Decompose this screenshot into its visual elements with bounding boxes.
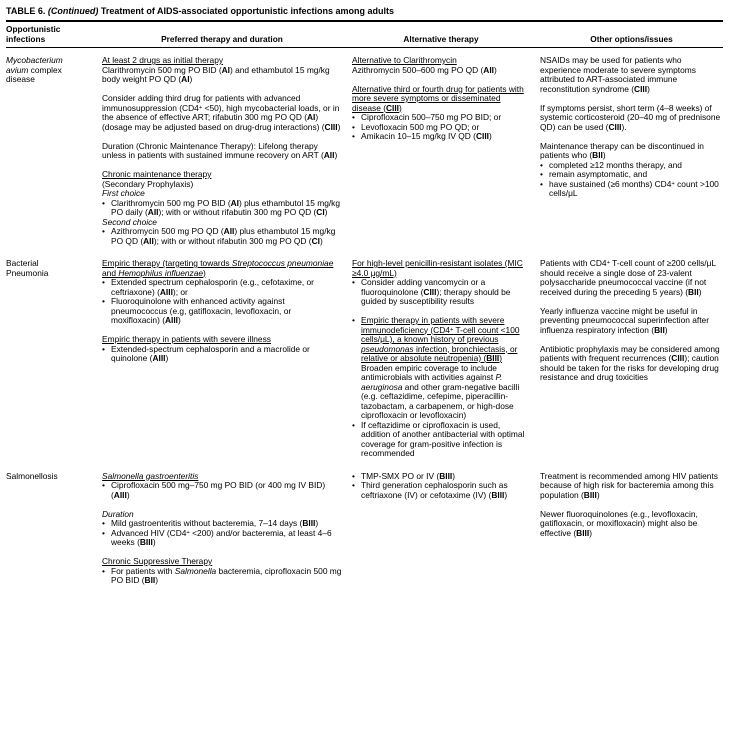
cell-heading: Salmonella gastroenteritis [102,470,199,481]
paragraph: NSAIDs may be used for patients who experience moderate to severe symptoms attributed to ART-associated immune reconstitution syndrome (CIII) [540,55,696,94]
bullet-item [102,278,342,297]
paragraph: Antibiotic prophylaxis may be considered among patients with frequent recurrences (CIII); caution should be taken for the risks for developing drug resistance and drug toxicities [540,343,720,382]
bullet-item [352,421,530,459]
paragraph: Azithromycin 500–600 mg PO QD (AII) [352,64,497,75]
table-body [6,48,723,586]
other-options-cell [540,56,723,246]
bullet-text: Amikacin 10–15 mg/kg IV QD (CIII) [361,131,492,141]
column-header-alternative-therapy: Alternative therapy [403,33,479,44]
bullet-text: Ciprofloxacin 500 mg–750 mg PO BID (or 400 mg IV BID) (AIII) [111,480,326,500]
infection-name: Salmonellosis [6,470,58,481]
bullet-text: Fluoroquinolone with enhanced activity against pneumococcus (e.g, gatifloxacin, levofloxacin, or moxifloxacin) (AIII) [111,296,292,325]
cell-heading: Alternative to Clarithromycin [352,55,457,65]
bullet-icon: • [352,419,355,430]
other-options-cell [540,259,723,459]
table-row-bacterial-pneumonia [6,259,723,459]
paragraph: Duration (Chronic Maintenance Therapy): Lifelong therapy unless in patients with sustained immune recovery on ART (AII) [102,140,338,160]
paragraph: Consider adding third drug for patients with advanced immunosuppression (CD4+ <50), high mycobacterial loads, or in the absence of effective ART; rifabutin 300 mg PO QD (AI) (dosage may be adjusted based on drug-drug interactions) (CIII) [102,93,341,132]
paragraph: Patients with CD4+ T-cell count of ≥200 cells/μL should receive a single dose of 23-valent polysaccharide pneumococcal vaccine (if not received during the preceding 5 years) (BII) [540,258,716,297]
bullet-icon: • [102,527,105,538]
bullet-text: Azithromycin 500 mg PO QD (AII) plus ethambutol 15 mg/kg PO QD (AII); with or without rifabutin 300 mg PO QD (CI) [111,226,336,246]
bullet-icon: • [540,159,543,170]
bullet-icon: • [352,480,355,490]
bullet-icon: • [352,131,355,141]
column-header-other-options: Other options/issues [590,33,673,44]
bullet-text: completed ≥12 months therapy, and [549,159,682,170]
preferred-therapy-cell [102,56,342,246]
cell-heading: Empiric therapy in patients with severe illness [102,334,271,344]
table-title: TABLE 6. (Continued) Treatment of AIDS-associated opportunistic infections among adults [6,6,395,16]
bullet-icon: • [352,470,355,481]
bullet-icon: • [102,565,105,576]
bullet-text: Empiric therapy in patients with severe immunodeficiency (CD4+ T-cell count <100 cells/μL), a known history of previous pseudomonas infection, bronchiectasis, or relative or absolute neutropenia) (BIII) Broaden empiric coverage to include antimicrobials with activities against P. aeruginosa and other gram-negative bacilli (e.g. ceftazidime, cefepime, piperacillin-tazobactam, a carbapenem, or high-dose ciprofloxacin or levofloxacin) [361,315,520,420]
bullet-icon: • [540,169,543,179]
bullet-item [352,132,530,142]
column-header-preferred-therapy: Preferred therapy and duration [161,33,283,44]
alternative-therapy-cell [352,56,530,246]
cell-heading: Chronic Suppressive Therapy [102,556,213,566]
paragraph: (Secondary Prophylaxis) [102,178,194,189]
bullet-icon: • [102,343,105,354]
bullet-text: remain asymptomatic, and [549,169,648,179]
bullet-icon: • [352,277,355,287]
bullet-text: Levofloxacin 500 mg PO QD; or [361,121,480,132]
bullet-item [102,567,342,586]
bullet-text: Third generation cephalosporin such as ceftriaxone (IV) or cefotaxime (IV) (BIII) [361,480,508,500]
bullet-item [352,316,530,421]
infection-name: Bacterial Pneumonia [6,258,49,278]
preferred-therapy-cell [102,259,342,459]
bullet-text: Ciprofloxacin 500–750 mg PO BID; or [361,112,502,122]
bullet-item [102,529,342,548]
bullet-item [102,227,342,246]
bullet-icon: • [352,121,355,132]
bullet-text: Extended-spectrum cephalosporin and a macrolide or quinolone (AIII) [111,343,310,363]
bullet-icon: • [102,226,105,236]
paragraph: Newer fluoroquinolones (e.g., levofloxacin, gatifloxacin, or moxifloxacin) might also be effective (BIII) [540,508,698,538]
bullet-text: Advanced HIV (CD4+ <200) and/or bacteremia, at least 4–6 weeks (BIII) [111,527,332,547]
bullet-icon: • [102,296,105,306]
paragraph: Yearly influenza vaccine might be useful in preventing pneumococcal superinfection after influenza respiratory infection (BII) [540,305,709,335]
bullet-text: Extended spectrum cephalosporin (e.g., cefotaxime, or ceftriaxone) (AIII); or [111,277,314,297]
table-row-mycobacterium-avium-complex [6,56,723,246]
table-row-salmonellosis [6,472,723,586]
cell-subheading: Duration [102,508,134,519]
cell-heading: Empiric therapy (targeting towards Streptococcus pneumoniae and Hemophilus influenzae) [102,258,334,278]
cell-heading: At least 2 drugs as initial therapy [102,55,224,65]
bullet-item [102,345,342,364]
infection-name: Mycobacterium avium complex disease [6,55,63,84]
cell-heading: Alternative third or fourth drug for patients with more severe symptoms or disseminated disease (CIII) [352,83,524,113]
column-header-opportunistic-infections: Opportunistic infections [6,24,61,44]
bullet-icon: • [352,315,355,325]
bullet-icon: • [102,197,105,208]
cell-subheading: Second choice [102,216,157,227]
bullet-text: have sustained (≥6 months) CD4+ count >100 cells/μL [549,178,719,198]
spacer [102,500,342,510]
bullet-text: Clarithromycin 500 mg PO BID (AI) plus ethambutol 15 mg/kg PO daily (AII); with or without rifabutin 300 mg PO QD (CI) [111,197,341,217]
bullet-item [102,199,342,218]
alternative-therapy-cell [352,259,530,459]
cell-heading: Chronic maintenance therapy [102,169,212,179]
other-options-cell [540,472,723,586]
bullet-item [540,180,723,199]
bullet-icon: • [102,480,105,490]
preferred-therapy-cell [102,472,342,586]
paragraph: Clarithromycin 500 mg PO BID (AI) and ethambutol 15 mg/kg body weight PO QD (AI) [102,64,330,84]
bullet-text: For patients with Salmonella bacteremia, ciprofloxacin 500 mg PO BID (BII) [111,565,342,585]
bullet-text: Consider adding vancomycin or a fluoroquinolone (CIII); therapy should be guided by susceptibility results [361,277,511,306]
bullet-text: If ceftazidime or ciprofloxacin is used, addition of another antibacterial with optimal coverage for gram-positive infection is recommended [361,419,525,458]
paragraph: If symptoms persist, short term (4–8 weeks) of systemic corticosteroid (20–40 mg of prednisone QD) can be used (CIII). [540,102,721,132]
bullet-icon: • [102,518,105,528]
cell-subheading: First choice [102,188,145,198]
cell-heading: For high-level penicillin-resistant isolates (MIC ≥4.0 μg/mL) [352,258,523,278]
bullet-item [102,481,342,500]
table-header-row [6,22,723,47]
bullet-text: Mild gastroenteritis without bacteremia, 7–14 days (BIII) [111,518,319,528]
bullet-text: TMP-SMX PO or IV (BIII) [361,470,456,481]
paragraph: Maintenance therapy can be discontinued in patients who (BII) [540,140,704,160]
bullet-item [352,481,530,500]
bullet-icon: • [352,112,355,122]
alternative-therapy-cell [352,472,530,586]
bullet-icon: • [102,277,105,287]
bullet-icon: • [540,178,543,189]
paragraph: Treatment is recommended among HIV patients because of high risk for bacteremia among this population (BIII) [540,470,718,500]
bullet-item [102,297,342,326]
bullet-item [352,278,530,307]
